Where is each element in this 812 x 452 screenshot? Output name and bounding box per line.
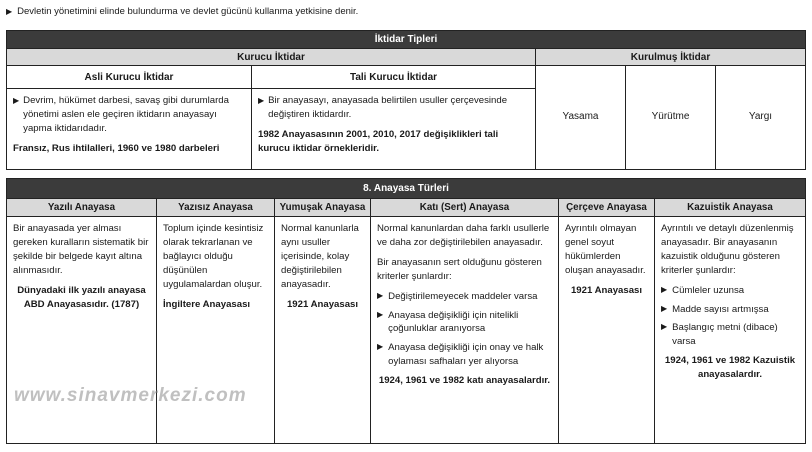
kazuistik-anayasa-text: Ayrıntılı ve detaylı düzenlenmiş anayasadır. Bir anayasanın kazuistik olduğunu gösteren kriterler şunlardır: (661, 223, 794, 276)
bullet-triangle-icon: ▶ (258, 96, 265, 105)
bullet-triangle-icon: ▶ (377, 290, 384, 300)
anayasa-turleri-title: 8. Anayasa Türleri (7, 179, 805, 199)
bullet-triangle-icon: ▶ (377, 309, 384, 319)
yasama-cell: Yasama (536, 66, 626, 169)
bullet-triangle-icon: ▶ (377, 342, 384, 352)
bullet-triangle-icon: ▶ (661, 322, 668, 332)
yurutme-cell: Yürütme (626, 66, 716, 169)
iktidar-tipleri-title: İktidar Tipleri (7, 31, 805, 49)
tali-kurucu-example: 1982 Anayasasının 2001, 2010, 2017 değişiklikleri tali kurucu iktidar örnekleridir. (258, 128, 499, 154)
kati-anayasa-example: 1924, 1961 ve 1982 katı anayasalardır. (378, 375, 551, 387)
kazuistik-criterion: Cümleler uzunsa (672, 284, 745, 296)
intro-text: Devletin yönetimini elinde bulundurma ve devlet gücünü kullanma yetkisine denir. (17, 6, 359, 18)
bullet-triangle-icon: ▶ (6, 7, 13, 17)
kurucu-iktidar-section (7, 49, 536, 169)
kazuistik-anayasa-example: 1924, 1961 ve 1982 Kazuistik anayasalardır. (664, 355, 796, 381)
asli-kurucu-example: Fransız, Rus ihtilalleri, 1960 ve 1980 darbeleri (13, 142, 220, 154)
bullet-triangle-icon: ▶ (661, 284, 668, 294)
intro-line (6, 5, 358, 19)
cerceve-anayasa-header: Çerçeve Anayasa (559, 199, 654, 217)
kati-anayasa-column (371, 199, 559, 443)
tali-kurucu-text: Bir anayasayı, anayasada belirtilen usuller çerçevesinde değiştiren iktidardır. (268, 95, 508, 120)
yumusak-anayasa-text: Normal kanunlarla aynı usuller içerisinde, kolay değiştirilebilen anayasadır. (281, 223, 359, 290)
yazisiz-anayasa-example: İngiltere Anayasası (163, 298, 251, 310)
kazuistik-criterion: Madde sayısı artmışsa (672, 303, 769, 315)
cerceve-anayasa-example: 1921 Anayasası (570, 284, 643, 296)
kazuistik-anayasa-column (655, 199, 805, 443)
kati-criterion: Anayasa değişikliği için nitelikli çoğunluklar aranıyorsa (388, 309, 519, 335)
yumusak-anayasa-example: 1921 Anayasası (286, 298, 359, 310)
asli-kurucu-header: Asli Kurucu İktidar (7, 66, 252, 88)
list-item (661, 321, 799, 349)
kurulmus-iktidar-header: Kurulmuş İktidar (536, 49, 805, 66)
yazili-anayasa-header: Yazılı Anayasa (7, 199, 156, 217)
list-item (377, 341, 552, 369)
bullet-triangle-icon: ▶ (13, 96, 20, 105)
yazili-anayasa-example: Dünyadaki ilk yazılı anayasa ABD Anayasasıdır. (1787) (17, 284, 146, 310)
tali-kurucu-header: Tali Kurucu İktidar (349, 72, 438, 83)
kurucu-iktidar-header: Kurucu İktidar (7, 49, 535, 66)
list-item (377, 309, 552, 337)
kati-anayasa-text: Normal kanunlardan daha farklı usullerle ve daha zor değiştirilebilen anayasadır. (377, 223, 550, 248)
cerceve-anayasa-column (559, 199, 655, 443)
asli-kurucu-text: Devrim, hükümet darbesi, savaş gibi durumlarda yönetimi aslen ele geçiren iktidarın anayasayı yapma iktidarıdadır. (23, 95, 229, 134)
kurulmus-iktidar-section (536, 49, 805, 169)
kati-criterion: Anayasa değişikliği için onay ve halk oylaması safhaları yer alıyorsa (388, 342, 544, 368)
list-item (661, 284, 799, 298)
list-item (661, 303, 799, 317)
kati-criterion: Değiştirilemeyecek maddeler varsa (388, 290, 538, 302)
yargi-cell: Yargı (748, 111, 773, 123)
watermark: www.sinavmerkezi.com (14, 385, 247, 406)
bullet-triangle-icon: ▶ (661, 303, 668, 313)
yazisiz-anayasa-text: Toplum içinde kesintisiz olarak tekrarlanan ve bağlayıcı olduğu düşünülen uygulamalardan oluşur. (163, 223, 264, 290)
list-item (377, 290, 552, 304)
kati-anayasa-criteria-intro: Bir anayasanın sert olduğunu gösteren kriterler şunlardır: (377, 256, 542, 282)
yumusak-anayasa-header: Yumuşak Anayasa (275, 199, 370, 217)
cerceve-anayasa-text: Ayrıntılı olmayan genel soyut hükümlerden oluşan anayasadır. (565, 223, 646, 276)
yazili-anayasa-text: Bir anayasada yer alması gereken kuralların sistematik bir şekilde bir belgede kayıt altına alınmasıdır. (13, 223, 149, 276)
tali-kurucu-cell (252, 89, 535, 169)
kazuistik-anayasa-header: Kazuistik Anayasa (655, 199, 805, 217)
iktidar-tipleri-table (6, 30, 806, 170)
asli-kurucu-cell (7, 89, 252, 169)
kati-anayasa-header: Katı (Sert) Anayasa (371, 199, 558, 217)
kazuistik-criterion: Başlangıç metni (dibace) varsa (672, 322, 778, 348)
yazisiz-anayasa-header: Yazısız Anayasa (157, 199, 274, 217)
yumusak-anayasa-column (275, 199, 371, 443)
